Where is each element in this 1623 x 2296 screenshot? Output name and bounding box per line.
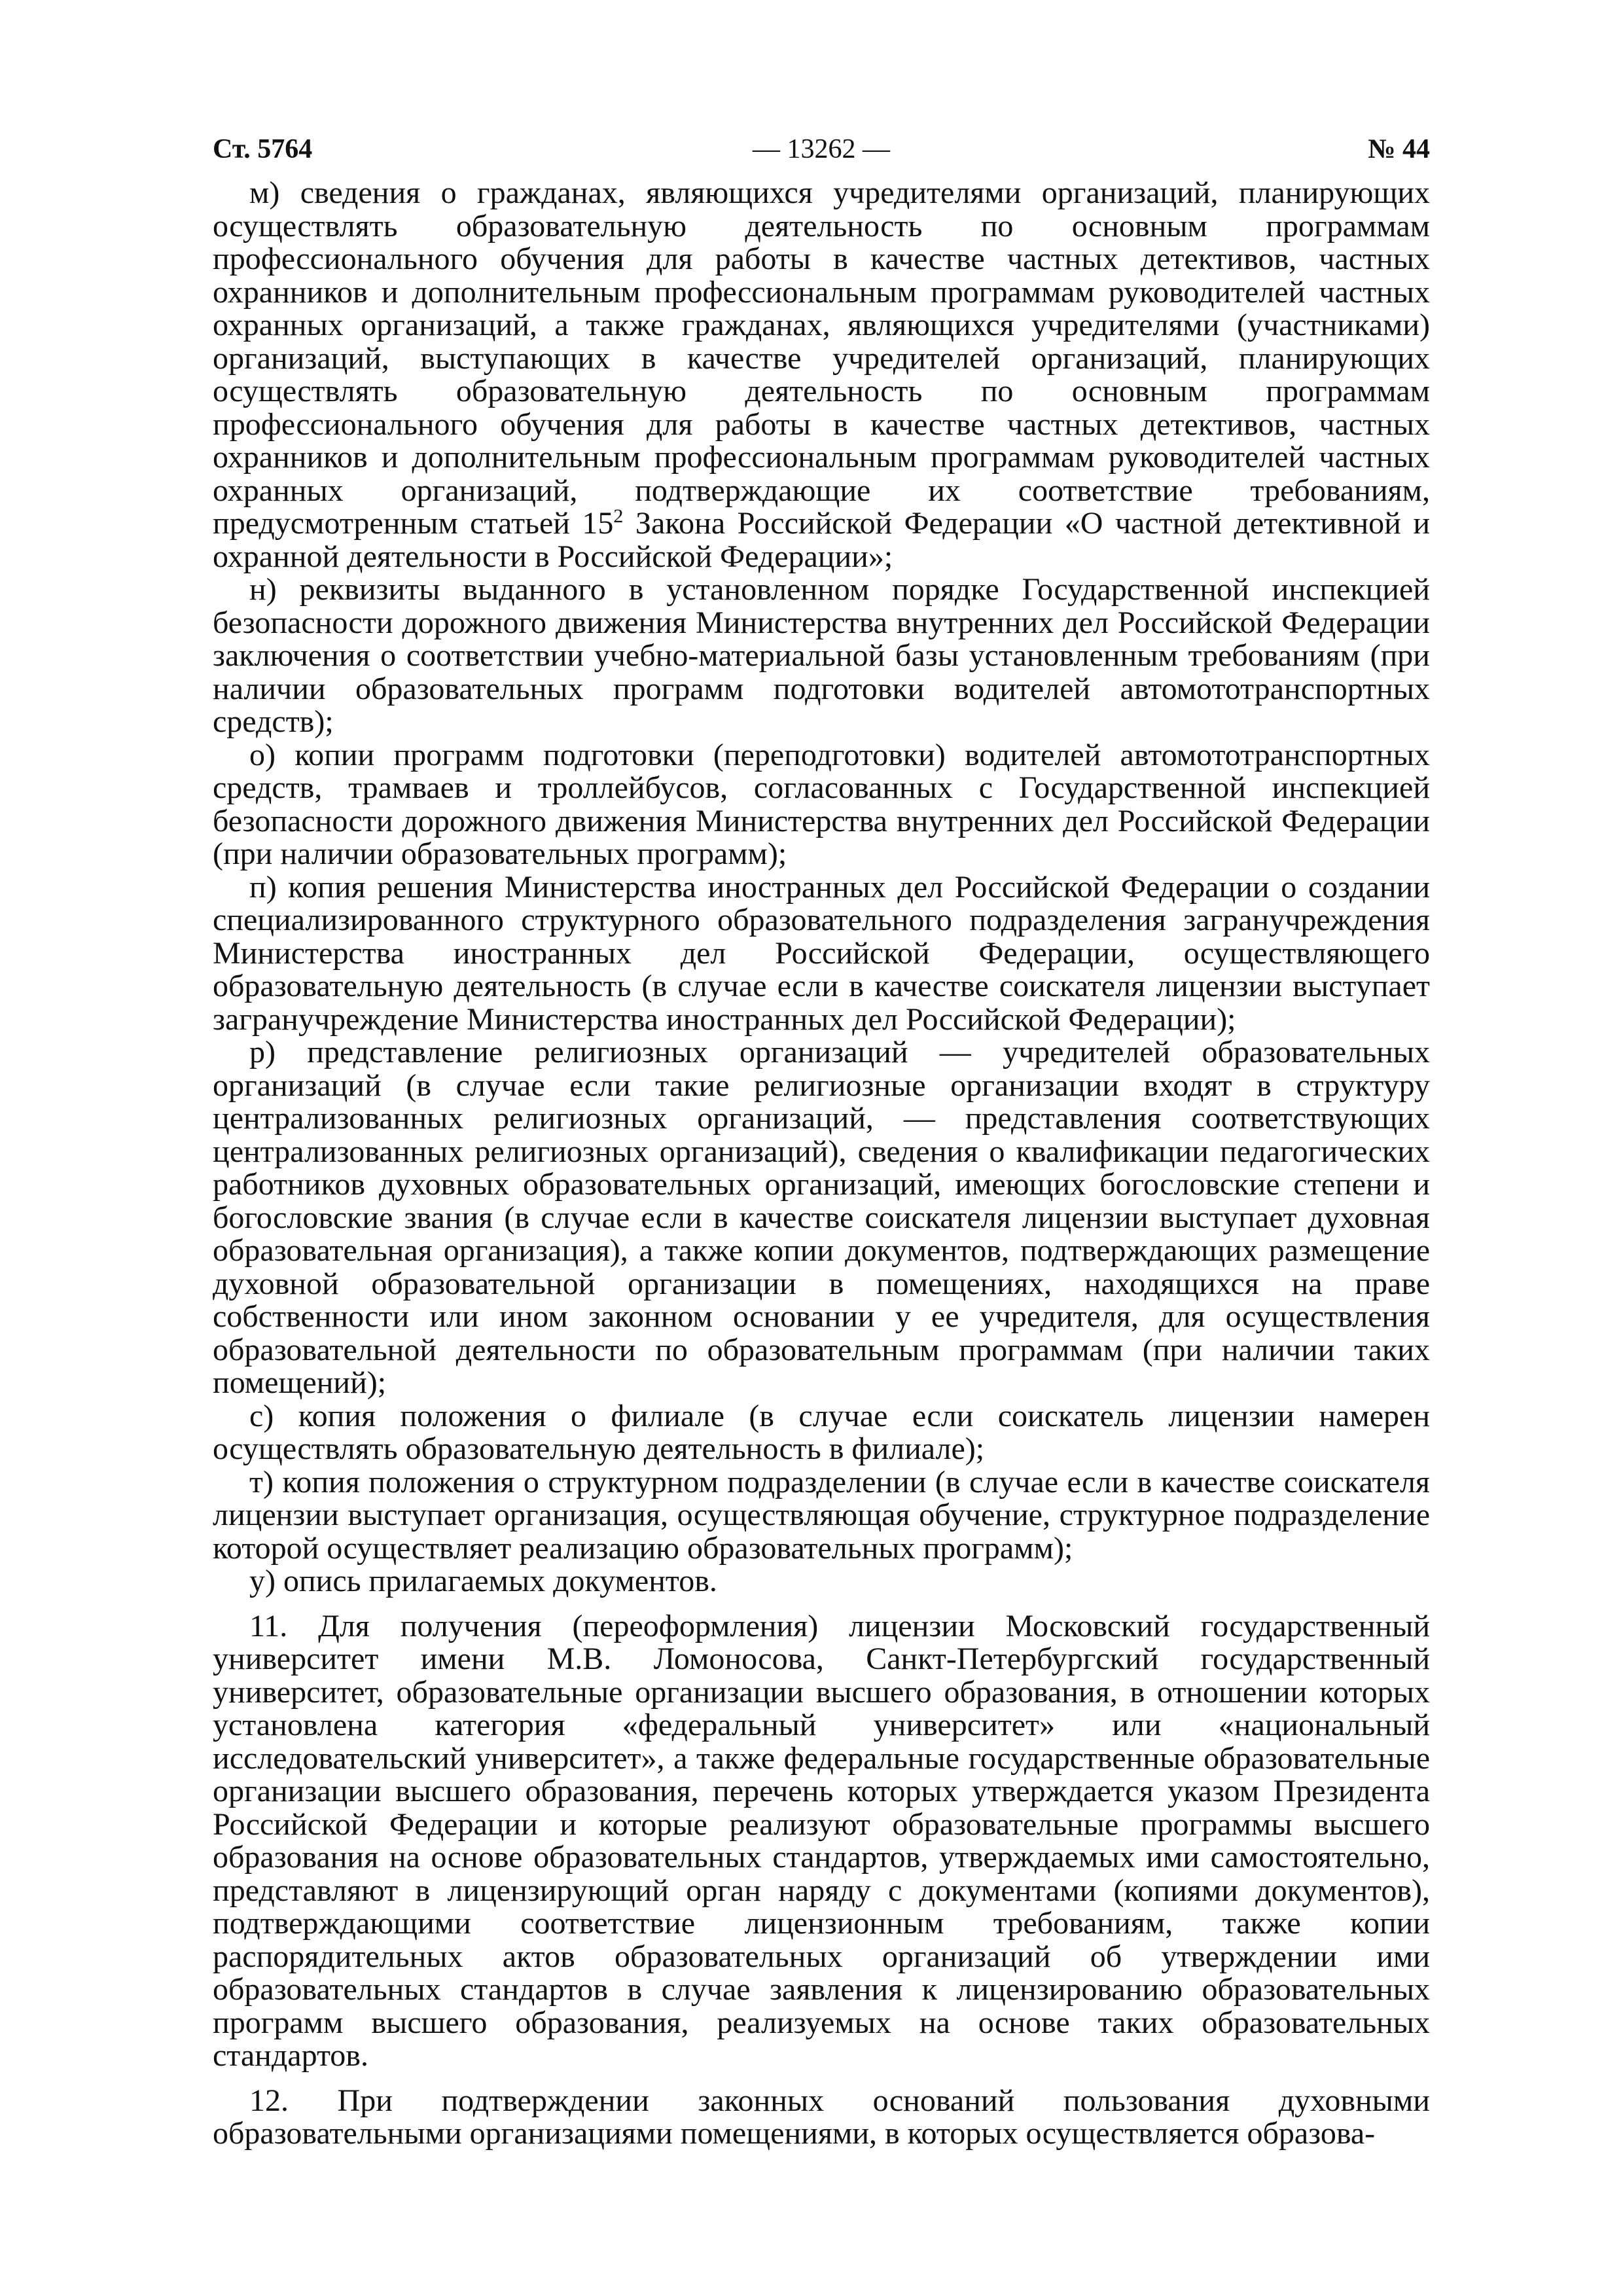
paragraph-n: н) реквизиты выданного в установленном порядке Государственной инспекцией безопасности дорожного движения Министерства внутренних дел Российской Федерации заключения о соответствии учебно-материальной базы установленным требованиям (при наличии образовательных программ подготовки водителей автомототранспортных средств); bbox=[213, 572, 1430, 739]
paragraph-s: с) копия положения о филиале (в случае если соискатель лицензии намерен осуществлять образовательную деятельность в филиале); bbox=[213, 1398, 1430, 1466]
article-reference-superscript: 2 bbox=[613, 505, 624, 527]
paragraph-m-end: Закона Российской Федерации «О частной детективной и охранной деятельности в Российской Федерации»; bbox=[213, 506, 1431, 574]
paragraph-12: 12. При подтверждении законных оснований пользования духовными образовательными организациями помещениями, в которых осуществляется образова- bbox=[213, 2083, 1430, 2151]
paragraph-t: т) копия положения о структурном подразделении (в случае если в качестве соискателя лицензии выступает организация, осуществляющая обучение, структурное подразделение которой осуществляет реализацию образовательных программ); bbox=[213, 1464, 1430, 1566]
page-header bbox=[213, 131, 1430, 177]
paragraph-p: п) копия решения Министерства иностранных дел Российской Федерации о создании специализированного структурного образовательного подразделения загранучреждения Министерства иностранных дел Российской Федерации, осуществляющего образовательную деятельность (в случае если в качестве соискателя лицензии выступает загранучреждение Министерства иностранных дел Российской Федерации); bbox=[213, 869, 1430, 1037]
paragraph-o: о) копии программ подготовки (переподготовки) водителей автомототранспортных средств, трамваев и троллейбусов, согласованных с Государственной инспекцией безопасности дорожного движения Министерства внутренних дел Российской Федерации (при наличии образовательных программ); bbox=[213, 737, 1430, 871]
issue-number: № 44 bbox=[1368, 134, 1430, 164]
paragraph-m-text: м) сведения о гражданах, являющихся учредителями организаций, планирующих осуществлять образовательную деятельность по основным программам профессионального обучения для работы в качестве частных детективов, частных охранников и дополнительным профессиональным программам руководителей частных охранных организаций, а также гражданах, являющихся учредителями (участниками) организаций, выступающих в качестве учредителей организаций, планирующих осуществлять образовательную деятельность по основным программам профессионального обучения для работы в качестве частных детективов, частных охранников и дополнительным профессиональным программам руководителей частных охранных организаций, подтверждающие их соответствие требованиям, предусмотренным статьей bbox=[213, 175, 1430, 541]
document-body bbox=[213, 177, 1430, 2151]
paragraph-u: у) опись прилагаемых документов. bbox=[249, 1564, 717, 1598]
paragraph-11: 11. Для получения (переоформления) лицензии Московский государственный университет имени М.В. Ломоносова, Санкт-Петербургский государственный университет, образовательные организации высшего образования, в отношении которых установлена категория «федеральный университет» или «национальный исследовательский университет», а также федеральные государственные образовательные организации высшего образования, перечень которых утверждается указом Президента Российской Федерации и которые реализуют образовательные программы высшего образования на основе образовательных стандартов, утверждаемых ими самостоятельно, представляют в лицензирующий орган наряду с документами (копиями документов), подтверждающими соответствие лицензионным требованиям, также копии распорядительных актов образовательных организаций об утверждении ими образовательных стандартов в случае заявления к лицензированию образовательных программ высшего образования, реализуемых на основе таких образовательных стандартов. bbox=[213, 1608, 1430, 2073]
page-number: — 13262 — bbox=[753, 134, 890, 164]
paragraph-r: р) представление религиозных организаций — учредителей образовательных организаций (в случае если такие религиозные организации входят в структуру централизованных религиозных организаций, — представления соответствующих централизованных религиозных организаций), сведения о квалификации педагогических работников духовных образовательных организаций, имеющих богословские степени и богословские звания (в случае если в качестве соискателя лицензии выступает духовная образовательная организация), а также копии документов, подтверждающих размещение духовной образовательной организации в помещениях, находящихся на праве собственности или ином законном основании у ее учредителя, для осуществления образовательной деятельности по образовательным программам (при наличии таких помещений); bbox=[213, 1035, 1430, 1400]
document-page bbox=[213, 131, 1430, 2151]
paragraph-m bbox=[213, 177, 1430, 573]
article-number: Ст. 5764 bbox=[213, 134, 313, 164]
article-reference: 15 bbox=[582, 506, 614, 541]
